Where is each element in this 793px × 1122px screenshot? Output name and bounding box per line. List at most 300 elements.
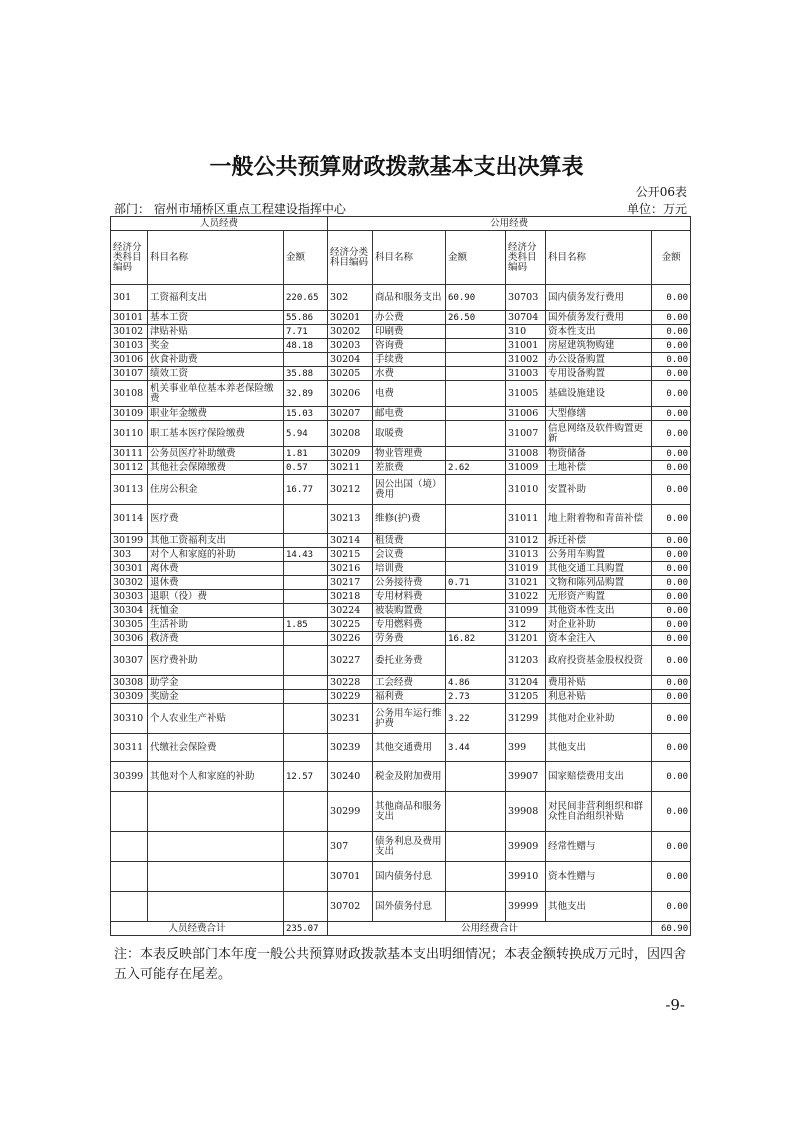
name-cell: 拆迁补偿 xyxy=(546,534,652,548)
code-cell: 30208 xyxy=(328,421,373,447)
code-cell: 31201 xyxy=(506,632,546,646)
amount-cell: 0.57 xyxy=(284,461,328,475)
name-cell xyxy=(148,892,284,922)
amount-cell: 220.65 xyxy=(284,285,328,311)
code-cell: 30307 xyxy=(111,646,148,676)
amount-cell xyxy=(284,632,328,646)
page-title: 一般公共预算财政拨款基本支出决算表 xyxy=(209,155,584,180)
name-cell: 奖励金 xyxy=(148,690,284,704)
code-cell xyxy=(111,792,148,832)
group-header-personnel: 人员经费 xyxy=(111,217,328,231)
amount-cell xyxy=(446,534,506,548)
code-cell: 31019 xyxy=(506,562,546,576)
name-cell: 印刷费 xyxy=(373,325,446,339)
amount-cell xyxy=(446,505,506,534)
amount-cell xyxy=(446,792,506,832)
amount-cell xyxy=(446,447,506,461)
code-cell: 30231 xyxy=(328,704,373,734)
name-cell: 救济费 xyxy=(148,632,284,646)
name-cell: 手续费 xyxy=(373,353,446,367)
table-row xyxy=(111,505,691,534)
col-header-name: 科目名称 xyxy=(148,231,284,285)
amount-cell: 0.00 xyxy=(652,407,691,421)
expenditure-table xyxy=(110,216,691,936)
code-cell: 30240 xyxy=(328,762,373,792)
amount-cell: 0.00 xyxy=(652,421,691,447)
name-cell: 会议费 xyxy=(373,548,446,562)
code-cell: 30203 xyxy=(328,339,373,353)
table-row xyxy=(111,285,691,311)
code-cell: 30311 xyxy=(111,734,148,762)
table-row xyxy=(111,311,691,325)
code-cell: 31003 xyxy=(506,367,546,381)
amount-cell xyxy=(446,475,506,505)
code-cell: 30228 xyxy=(328,676,373,690)
code-cell: 30308 xyxy=(111,676,148,690)
name-cell: 国外债务付息 xyxy=(373,892,446,922)
amount-cell: 0.00 xyxy=(652,604,691,618)
col-header-amount: 金额 xyxy=(446,231,506,285)
name-cell: 房屋建筑物购建 xyxy=(546,339,652,353)
amount-cell: 0.00 xyxy=(652,704,691,734)
name-cell: 安置补助 xyxy=(546,475,652,505)
code-cell: 310 xyxy=(506,325,546,339)
amount-cell xyxy=(284,353,328,367)
code-cell: 39908 xyxy=(506,792,546,832)
name-cell: 费用补贴 xyxy=(546,676,652,690)
code-cell: 30299 xyxy=(328,792,373,832)
amount-cell xyxy=(446,407,506,421)
code-cell: 312 xyxy=(506,618,546,632)
amount-cell: 0.00 xyxy=(652,367,691,381)
name-cell: 国家赔偿费用支出 xyxy=(546,762,652,792)
name-cell: 其他支出 xyxy=(546,892,652,922)
amount-cell xyxy=(446,862,506,892)
amount-cell: 0.00 xyxy=(652,676,691,690)
name-cell: 国外债务发行费用 xyxy=(546,311,652,325)
code-cell: 39910 xyxy=(506,862,546,892)
amount-cell: 1.81 xyxy=(284,447,328,461)
table-row xyxy=(111,407,691,421)
amount-cell: 0.00 xyxy=(652,534,691,548)
amount-cell: 4.86 xyxy=(446,676,506,690)
amount-cell: 0.00 xyxy=(652,505,691,534)
amount-cell xyxy=(446,339,506,353)
name-cell: 机关事业单位基本养老保险缴费 xyxy=(148,381,284,407)
table-row xyxy=(111,734,691,762)
code-cell: 31099 xyxy=(506,604,546,618)
name-cell xyxy=(148,862,284,892)
code-cell: 30216 xyxy=(328,562,373,576)
table-row xyxy=(111,690,691,704)
name-cell: 其他支出 xyxy=(546,734,652,762)
col-header-code: 经济分类科目编码 xyxy=(111,231,148,285)
code-cell: 39999 xyxy=(506,892,546,922)
amount-cell: 14.43 xyxy=(284,548,328,562)
name-cell: 专用设备购置 xyxy=(546,367,652,381)
amount-cell xyxy=(446,325,506,339)
code-cell: 30309 xyxy=(111,690,148,704)
code-cell: 30209 xyxy=(328,447,373,461)
name-cell: 医疗费补助 xyxy=(148,646,284,676)
code-cell: 30217 xyxy=(328,576,373,590)
table-row xyxy=(111,646,691,676)
amount-cell xyxy=(446,562,506,576)
department-label: 部门： 宿州市埇桥区重点工程建设指挥中心 xyxy=(114,202,346,216)
amount-cell xyxy=(446,353,506,367)
code-cell: 307 xyxy=(328,832,373,862)
code-cell: 30218 xyxy=(328,590,373,604)
name-cell: 津贴补贴 xyxy=(148,325,284,339)
total-personnel-amount: 235.07 xyxy=(284,922,328,936)
amount-cell: 16.82 xyxy=(446,632,506,646)
unit-label: 单位：万元 xyxy=(626,202,687,216)
code-cell: 30206 xyxy=(328,381,373,407)
code-cell: 30106 xyxy=(111,353,148,367)
table-row xyxy=(111,604,691,618)
amount-cell: 48.18 xyxy=(284,339,328,353)
col-header-amount: 金额 xyxy=(284,231,328,285)
code-cell: 30239 xyxy=(328,734,373,762)
code-cell xyxy=(111,892,148,922)
name-cell: 办公设备购置 xyxy=(546,353,652,367)
code-cell: 30301 xyxy=(111,562,148,576)
amount-cell: 0.00 xyxy=(652,311,691,325)
amount-cell: 12.57 xyxy=(284,762,328,792)
amount-cell: 0.00 xyxy=(652,381,691,407)
table-row xyxy=(111,339,691,353)
name-cell: 差旅费 xyxy=(373,461,446,475)
code-cell: 30202 xyxy=(328,325,373,339)
code-cell: 30199 xyxy=(111,534,148,548)
table-row xyxy=(111,548,691,562)
name-cell: 资本性赠与 xyxy=(546,862,652,892)
amount-cell: 0.00 xyxy=(652,862,691,892)
code-cell xyxy=(111,862,148,892)
code-cell: 30211 xyxy=(328,461,373,475)
code-cell: 31205 xyxy=(506,690,546,704)
code-cell: 31021 xyxy=(506,576,546,590)
code-cell: 30112 xyxy=(111,461,148,475)
name-cell: 对个人和家庭的补助 xyxy=(148,548,284,562)
code-cell: 30205 xyxy=(328,367,373,381)
amount-cell: 5.94 xyxy=(284,421,328,447)
code-cell: 31009 xyxy=(506,461,546,475)
name-cell: 大型修缮 xyxy=(546,407,652,421)
code-cell: 30229 xyxy=(328,690,373,704)
amount-cell xyxy=(446,604,506,618)
amount-cell: 60.90 xyxy=(446,285,506,311)
col-header-code: 经济分类科目编码 xyxy=(506,231,546,285)
name-cell: 水费 xyxy=(373,367,446,381)
amount-cell: 0.00 xyxy=(652,762,691,792)
table-row xyxy=(111,447,691,461)
name-cell: 公务接待费 xyxy=(373,576,446,590)
table-row xyxy=(111,632,691,646)
name-cell: 物资储备 xyxy=(546,447,652,461)
code-cell: 30227 xyxy=(328,646,373,676)
name-cell: 土地补偿 xyxy=(546,461,652,475)
code-cell: 31010 xyxy=(506,475,546,505)
name-cell xyxy=(148,832,284,862)
amount-cell xyxy=(284,832,328,862)
name-cell: 其他交通工具购置 xyxy=(546,562,652,576)
name-cell: 租赁费 xyxy=(373,534,446,548)
table-row xyxy=(111,762,691,792)
name-cell: 公务用车购置 xyxy=(546,548,652,562)
table-row xyxy=(111,325,691,339)
code-cell: 30226 xyxy=(328,632,373,646)
name-cell: 专用材料费 xyxy=(373,590,446,604)
code-cell: 303 xyxy=(111,548,148,562)
name-cell: 物业管理费 xyxy=(373,447,446,461)
amount-cell: 0.00 xyxy=(652,646,691,676)
name-cell: 工资福利支出 xyxy=(148,285,284,311)
amount-cell: 35.88 xyxy=(284,367,328,381)
name-cell: 经常性赠与 xyxy=(546,832,652,862)
code-cell: 30225 xyxy=(328,618,373,632)
code-cell: 302 xyxy=(328,285,373,311)
amount-cell xyxy=(284,690,328,704)
amount-cell: 0.00 xyxy=(652,832,691,862)
code-cell: 30704 xyxy=(506,311,546,325)
name-cell: 资本金注入 xyxy=(546,632,652,646)
name-cell xyxy=(148,792,284,832)
name-cell: 其他交通费用 xyxy=(373,734,446,762)
table-row xyxy=(111,590,691,604)
amount-cell xyxy=(284,734,328,762)
code-cell: 31007 xyxy=(506,421,546,447)
amount-cell: 55.86 xyxy=(284,311,328,325)
amount-cell: 0.00 xyxy=(652,632,691,646)
form-number: 公开06表 xyxy=(635,185,687,199)
code-cell: 30113 xyxy=(111,475,148,505)
amount-cell: 1.85 xyxy=(284,618,328,632)
name-cell: 其他社会保障缴费 xyxy=(148,461,284,475)
code-cell: 30204 xyxy=(328,353,373,367)
table-row xyxy=(111,421,691,447)
amount-cell xyxy=(446,381,506,407)
amount-cell xyxy=(284,792,328,832)
amount-cell: 0.00 xyxy=(652,792,691,832)
name-cell: 政府投资基金股权投资 xyxy=(546,646,652,676)
table-row xyxy=(111,461,691,475)
code-cell: 30310 xyxy=(111,704,148,734)
name-cell: 办公费 xyxy=(373,311,446,325)
table-row xyxy=(111,353,691,367)
table-row xyxy=(111,862,691,892)
amount-cell: 0.00 xyxy=(652,447,691,461)
amount-cell: 0.00 xyxy=(652,461,691,475)
amount-cell: 0.00 xyxy=(652,892,691,922)
table-row xyxy=(111,381,691,407)
code-cell: 30107 xyxy=(111,367,148,381)
name-cell: 因公出国（境）费用 xyxy=(373,475,446,505)
amount-cell xyxy=(284,604,328,618)
page-number: -9- xyxy=(665,996,685,1014)
amount-cell: 0.00 xyxy=(652,475,691,505)
name-cell: 培训费 xyxy=(373,562,446,576)
name-cell: 维修(护)费 xyxy=(373,505,446,534)
amount-cell: 0.00 xyxy=(652,562,691,576)
name-cell: 其他对企业补助 xyxy=(546,704,652,734)
amount-cell: 0.00 xyxy=(652,548,691,562)
name-cell: 国内债务付息 xyxy=(373,862,446,892)
code-cell: 31012 xyxy=(506,534,546,548)
amount-cell: 26.50 xyxy=(446,311,506,325)
name-cell: 绩效工资 xyxy=(148,367,284,381)
group-header-public: 公用经费 xyxy=(328,217,691,231)
amount-cell: 32.89 xyxy=(284,381,328,407)
name-cell: 助学金 xyxy=(148,676,284,690)
code-cell: 30213 xyxy=(328,505,373,534)
name-cell: 被装购置费 xyxy=(373,604,446,618)
code-cell: 30701 xyxy=(328,862,373,892)
amount-cell xyxy=(446,421,506,447)
amount-cell: 0.00 xyxy=(652,285,691,311)
amount-cell: 0.00 xyxy=(652,325,691,339)
amount-cell: 3.44 xyxy=(446,734,506,762)
name-cell: 个人农业生产补贴 xyxy=(148,704,284,734)
name-cell: 委托业务费 xyxy=(373,646,446,676)
code-cell: 30103 xyxy=(111,339,148,353)
name-cell: 信息网络及软件购置更新 xyxy=(546,421,652,447)
amount-cell: 7.71 xyxy=(284,325,328,339)
code-cell: 31299 xyxy=(506,704,546,734)
code-cell: 31008 xyxy=(506,447,546,461)
amount-cell xyxy=(284,562,328,576)
amount-cell: 0.00 xyxy=(652,690,691,704)
code-cell: 31022 xyxy=(506,590,546,604)
amount-cell: 0.00 xyxy=(652,353,691,367)
amount-cell: 3.22 xyxy=(446,704,506,734)
code-cell: 30212 xyxy=(328,475,373,505)
name-cell: 工会经费 xyxy=(373,676,446,690)
name-cell: 资本性支出 xyxy=(546,325,652,339)
amount-cell xyxy=(446,548,506,562)
code-cell: 30399 xyxy=(111,762,148,792)
amount-cell: 0.00 xyxy=(652,339,691,353)
name-cell: 对民间非营利组织和群众性自治组织补贴 xyxy=(546,792,652,832)
amount-cell xyxy=(284,646,328,676)
amount-cell: 15.03 xyxy=(284,407,328,421)
name-cell: 无形资产购置 xyxy=(546,590,652,604)
name-cell: 电费 xyxy=(373,381,446,407)
name-cell: 退职（役）费 xyxy=(148,590,284,604)
footnote: 注：本表反映部门本年度一般公共预算财政拨款基本支出明细情况；本表金额转换成万元时，因四舍五入可能存在尾差。 xyxy=(114,947,687,982)
name-cell: 基本工资 xyxy=(148,311,284,325)
table-row xyxy=(111,562,691,576)
name-cell: 邮电费 xyxy=(373,407,446,421)
name-cell: 取暖费 xyxy=(373,421,446,447)
table-row xyxy=(111,832,691,862)
code-cell: 31204 xyxy=(506,676,546,690)
amount-cell: 0.00 xyxy=(652,618,691,632)
amount-cell xyxy=(284,590,328,604)
code-cell: 31002 xyxy=(506,353,546,367)
amount-cell: 0.00 xyxy=(652,576,691,590)
name-cell: 奖金 xyxy=(148,339,284,353)
table-row xyxy=(111,704,691,734)
code-cell: 301 xyxy=(111,285,148,311)
table-row xyxy=(111,576,691,590)
name-cell: 其他工资福利支出 xyxy=(148,534,284,548)
amount-cell: 0.71 xyxy=(446,576,506,590)
code-cell: 30703 xyxy=(506,285,546,311)
amount-cell xyxy=(284,862,328,892)
code-cell: 31013 xyxy=(506,548,546,562)
name-cell: 专用燃料费 xyxy=(373,618,446,632)
name-cell: 劳务费 xyxy=(373,632,446,646)
table-row xyxy=(111,618,691,632)
table-row xyxy=(111,534,691,548)
amount-cell xyxy=(446,646,506,676)
name-cell: 其他资本性支出 xyxy=(546,604,652,618)
code-cell: 30303 xyxy=(111,590,148,604)
table-row xyxy=(111,892,691,922)
code-cell: 31006 xyxy=(506,407,546,421)
code-cell: 30302 xyxy=(111,576,148,590)
code-cell: 30304 xyxy=(111,604,148,618)
code-cell: 30201 xyxy=(328,311,373,325)
name-cell: 其他对个人和家庭的补助 xyxy=(148,762,284,792)
table-row xyxy=(111,475,691,505)
code-cell: 30305 xyxy=(111,618,148,632)
name-cell: 国内债务发行费用 xyxy=(546,285,652,311)
amount-cell xyxy=(284,534,328,548)
table-row xyxy=(111,792,691,832)
name-cell: 生活补助 xyxy=(148,618,284,632)
name-cell: 其他商品和服务支出 xyxy=(373,792,446,832)
code-cell: 30102 xyxy=(111,325,148,339)
code-cell: 39909 xyxy=(506,832,546,862)
code-cell: 30215 xyxy=(328,548,373,562)
name-cell: 医疗费 xyxy=(148,505,284,534)
amount-cell xyxy=(446,762,506,792)
code-cell: 31001 xyxy=(506,339,546,353)
code-cell: 30114 xyxy=(111,505,148,534)
amount-cell: 2.62 xyxy=(446,461,506,475)
name-cell: 代缴社会保险费 xyxy=(148,734,284,762)
amount-cell xyxy=(446,892,506,922)
name-cell: 对企业补助 xyxy=(546,618,652,632)
name-cell: 咨询费 xyxy=(373,339,446,353)
code-cell: 30306 xyxy=(111,632,148,646)
name-cell: 离休费 xyxy=(148,562,284,576)
code-cell: 31203 xyxy=(506,646,546,676)
amount-cell xyxy=(446,367,506,381)
name-cell: 公务员医疗补助缴费 xyxy=(148,447,284,461)
name-cell: 商品和服务支出 xyxy=(373,285,446,311)
total-public-amount: 60.90 xyxy=(652,922,691,936)
amount-cell xyxy=(446,618,506,632)
amount-cell: 0.00 xyxy=(652,590,691,604)
code-cell: 30110 xyxy=(111,421,148,447)
total-public-label: 公用经费合计 xyxy=(328,922,652,936)
col-header-code: 经济分类科目编码 xyxy=(328,231,373,285)
amount-cell xyxy=(284,704,328,734)
amount-cell xyxy=(446,590,506,604)
name-cell: 文物和陈列品购置 xyxy=(546,576,652,590)
code-cell: 30109 xyxy=(111,407,148,421)
code-cell xyxy=(111,832,148,862)
amount-cell xyxy=(284,505,328,534)
code-cell: 399 xyxy=(506,734,546,762)
name-cell: 利息补贴 xyxy=(546,690,652,704)
name-cell: 职业年金缴费 xyxy=(148,407,284,421)
name-cell: 福利费 xyxy=(373,690,446,704)
name-cell: 公务用车运行维护费 xyxy=(373,704,446,734)
